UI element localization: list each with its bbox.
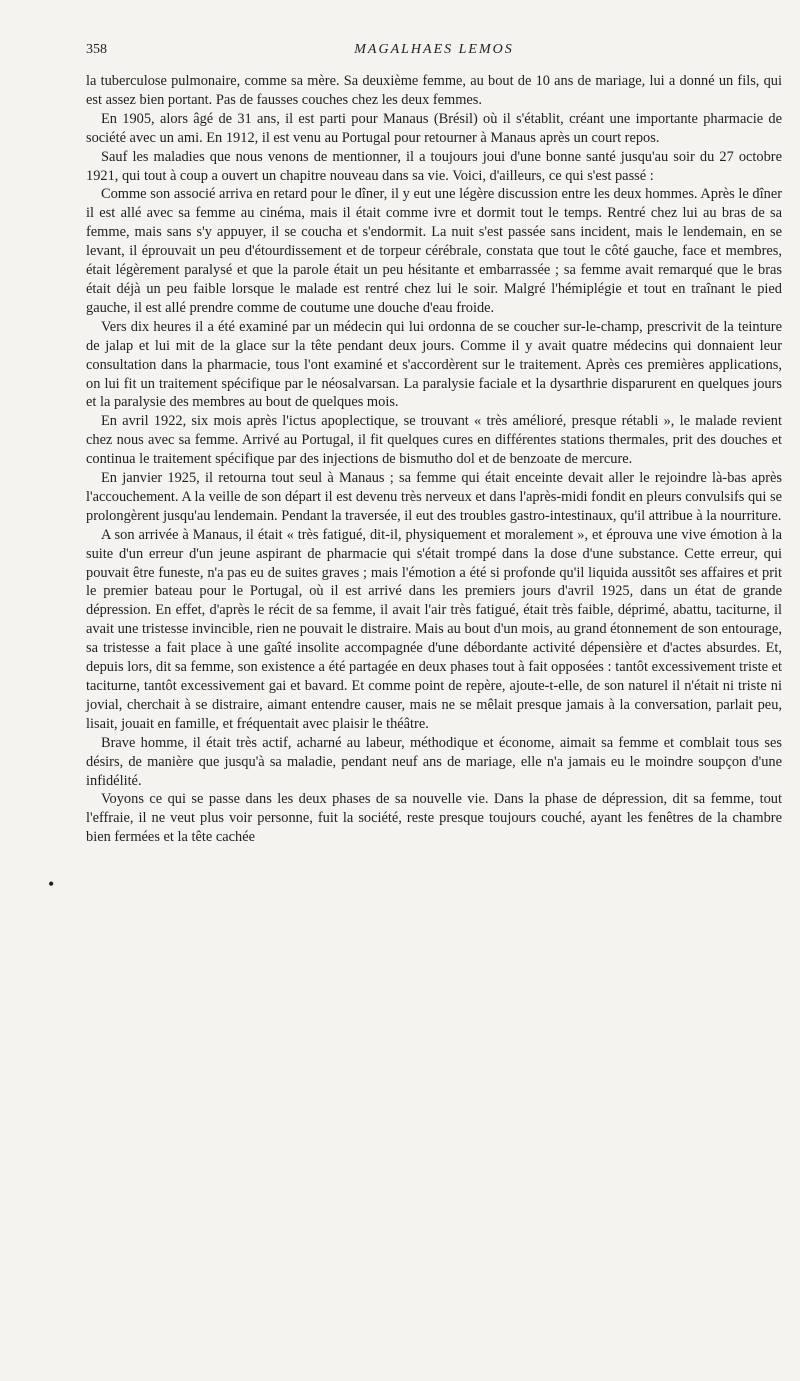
paragraph-5: Vers dix heures il a été examiné par un médecin qui lui ordonna de se coucher sur-le-champ, prescrivit de la teinture de jalap et lui mit de la glace sur la tête pendant deux jours. Comme il y avait quatre médecins qui donnaient leur consultation dans la pharmacie, tous l'ont examiné et s'accordèrent sur le traitement. Après ces premières applications, on lui fit un traitement spécifique par le néosalvarsan. La paralysie faciale et la dysarthrie disparurent en quelques jours et la paralysie des membres au bout de quelques mois. — [86, 318, 782, 411]
running-head — [86, 42, 782, 72]
paragraph-7: En janvier 1925, il retourna tout seul à Manaus ; sa femme qui était enceinte devait aller le rejoindre là-bas après l'accouchement. A la veille de son départ il est devenu très nerveux et dans l'après-midi fondit en pleurs convulsifs qui se prolongèrent jusqu'au lendemain. Pendant la traversée, il eut des troubles gastro-intestinaux, qu'il attribue à la nourriture. — [86, 470, 782, 524]
paragraph-9: Brave homme, il était très actif, acharné au labeur, méthodique et économe, aimait sa femme et comblait tous ses désirs, de manière que jusqu'à sa maladie, pendant neuf ans de mariage, elle n'a jamais eu le moindre soupçon d'une infidélité. — [86, 734, 782, 789]
paragraph-4: Comme son associé arriva en retard pour le dîner, il y eut une légère discussion entre les deux hommes. Après le dîner il est allé avec sa femme au cinéma, mais il était comme ivre et dormit tout le temps. Rentré chez lui au bras de sa femme, mais sans s'y appuyer, il se coucha et s'endormit. La nuit s'est passée sans incident, mais le lendemain, en se levant, il éprouvait un peu d'étourdissement et de torpeur cérébrale, constata que tout le côté gauche, face et membres, était légèrement paralysé et que la parole était un peu hésitante et embarrassée ; sa femme avait remarqué que le bras était déjà un peu faible lorsque le malade est rentré chez lui le soir. Malgré l'hémiplégie et tout en traînant le pied gauche, il est allé prendre comme de coutume une douche d'eau froide. — [86, 186, 782, 316]
paragraph-2: En 1905, alors âgé de 31 ans, il est parti pour Manaus (Brésil) où il s'établit, créant une importante pharmacie de société avec un ami. En 1912, il est venu au Portugal pour retourner à Manaus après un court repos. — [86, 110, 782, 146]
paragraph-10: Voyons ce qui se passe dans les deux phases de sa nouvelle vie. Dans la phase de dépression, dit sa femme, tout l'effraie, il ne veut plus voir personne, fuit la société, reste presque toujours couché, ayant les fenêtres de la chambre bien fermées et la tête cachée — [86, 791, 782, 846]
margin-mark: • — [48, 874, 55, 894]
body-text — [86, 72, 782, 847]
paragraph-1: la tuberculose pulmonaire, comme sa mère. Sa deuxième femme, au bout de 10 ans de mariage, lui a donné un fils, qui est assez bien portant. Pas de fausses couches chez les deux femmes. — [86, 73, 782, 108]
page-number: 358 — [86, 42, 107, 57]
paragraph-3: Sauf les maladies que nous venons de mentionner, il a toujours joui d'une bonne santé jusqu'au soir du 27 octobre 1921, qui tout à coup a ouvert un chapitre nouveau dans sa vie. Voici, d'ailleurs, ce qui s'est passé : — [86, 148, 782, 184]
paragraph-6: En avril 1922, six mois après l'ictus apoplectique, se trouvant « très amélioré, presque rétabli », le malade revient chez nous avec sa femme. Arrivé au Portugal, il fit quelques cures en différentes stations thermales, prit des douches et continua le traitement spécifique par des injections de bismutho dol et de benzoate de mercure. — [86, 413, 782, 468]
running-title: MAGALHAES LEMOS — [354, 42, 514, 57]
paragraph-8: A son arrivée à Manaus, il était « très fatigué, dit-il, physiquement et moralement », et éprouva une vive émotion à la suite d'un erreur d'un jeune aspirant de pharmacie qui s'était trompé dans la dose d'une substance. Cette erreur, qui pouvait être funeste, n'a pas eu de suites graves ; mais l'émotion a été si profonde qu'il liquida aussitôt ses affaires et prit le premier bateau pour le Portugal, où il est arrivé dans les premiers jours d'avril 1925, dans un état de grande dépression. En effet, d'après le récit de sa femme, il avait l'air très fatigué, était très faible, déprimé, abattu, taciturne, il avait une tristesse invincible, rien ne pouvait le distraire. Mais au bout d'un mois, au grand étonnement de son entourage, sa tristesse a fait place à une gaîté insolite accompagnée d'une débordante activité dépensière et d'actes absurdes. Et, depuis lors, dit sa femme, son existence a été partagée en deux phases tout à fait opposées : tantôt excessivement triste et taciturne, tantôt excessivement gai et bavard. Et comme point de repère, ajoute-t-elle, de son naturel il n'était ni triste ni jovial, cherchait à se distraire, aimant entendre causer, mais ne se mêlait presque jamais à la conversation, parlait peu, lisait, jouait en famille, et fréquentait avec plaisir le théâtre. — [86, 526, 782, 732]
